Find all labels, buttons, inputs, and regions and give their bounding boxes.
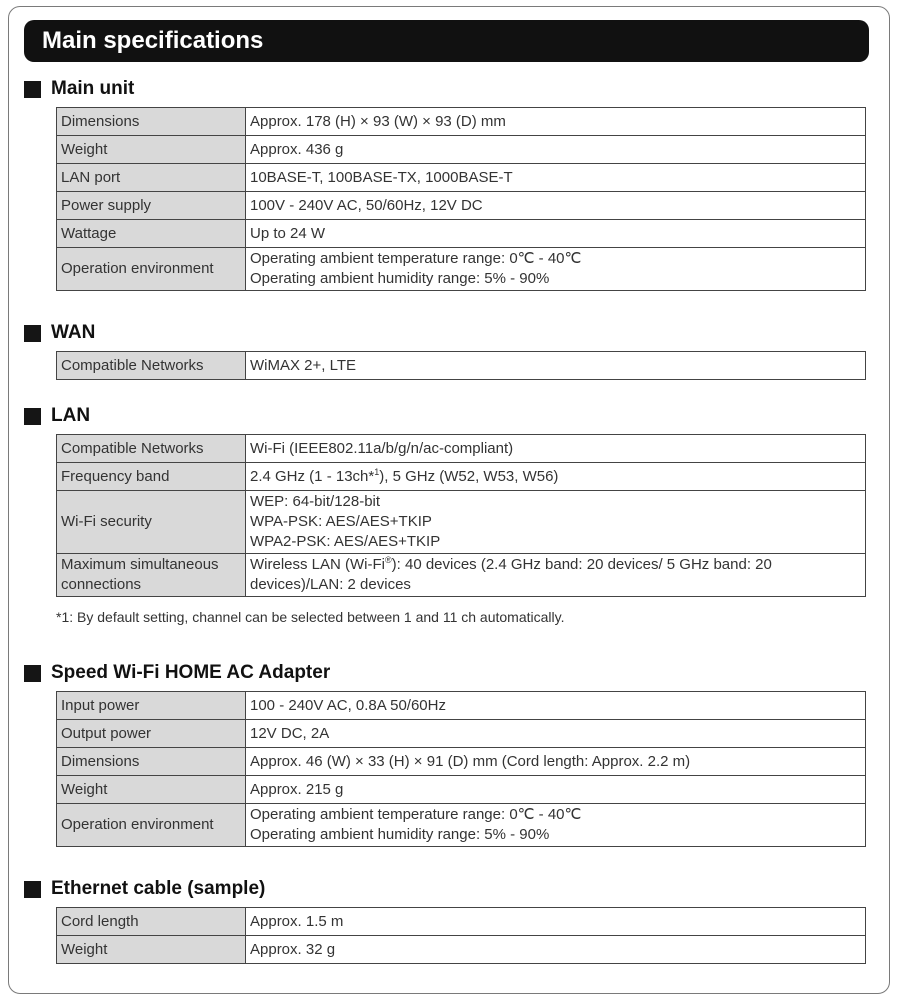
spec-value-line: WEP: 64-bit/128-bit bbox=[250, 493, 381, 510]
spec-value: Approx. 436 g bbox=[246, 136, 866, 164]
table-row bbox=[57, 936, 866, 964]
spec-value: 12V DC, 2A bbox=[246, 720, 866, 748]
spec-table-ac-adapter bbox=[56, 691, 866, 847]
section-ac-adapter bbox=[24, 661, 866, 847]
spec-value-line: Operating ambient humidity range: 5% - 90% bbox=[250, 826, 550, 843]
table-row bbox=[57, 776, 866, 804]
footnote: *1: By default setting, channel can be selected between 1 and 11 ch automatically. bbox=[56, 609, 565, 625]
spec-key: LAN port bbox=[57, 164, 246, 192]
table-row bbox=[57, 108, 866, 136]
footnote-ref: 1 bbox=[374, 466, 380, 477]
spec-value bbox=[246, 463, 866, 491]
table-row bbox=[57, 908, 866, 936]
spec-value: Approx. 215 g bbox=[246, 776, 866, 804]
table-row bbox=[57, 748, 866, 776]
spec-key: Weight bbox=[57, 136, 246, 164]
spec-value: 100V - 240V AC, 50/60Hz, 12V DC bbox=[246, 192, 866, 220]
square-bullet-icon bbox=[24, 408, 41, 425]
square-bullet-icon bbox=[24, 665, 41, 682]
table-row bbox=[57, 136, 866, 164]
spec-value-line: Operating ambient temperature range: 0℃ - 40℃ bbox=[250, 806, 582, 823]
table-row bbox=[57, 248, 866, 291]
table-row bbox=[57, 720, 866, 748]
key-line: connections bbox=[61, 576, 142, 593]
spec-value bbox=[246, 248, 866, 291]
spec-key: Weight bbox=[57, 776, 246, 804]
spec-key: Frequency band bbox=[57, 463, 246, 491]
spec-table-main-unit bbox=[56, 107, 866, 291]
spec-value-line: Operating ambient humidity range: 5% - 90% bbox=[250, 270, 550, 287]
value-text: ): 40 devices (2.4 GHz band: 20 devices/ 5 GHz band: 20 devices)/LAN: 2 devices bbox=[250, 556, 772, 593]
value-text: ), 5 GHz (W52, W53, W56) bbox=[379, 467, 559, 485]
table-row bbox=[57, 220, 866, 248]
spec-table-wan bbox=[56, 351, 866, 380]
spec-key: Output power bbox=[57, 720, 246, 748]
spec-value: Wi-Fi (IEEE802.11a/b/g/n/ac-compliant) bbox=[246, 435, 866, 463]
spec-key: Operation environment bbox=[57, 248, 246, 291]
section-title: WAN bbox=[51, 322, 96, 343]
section-wan bbox=[24, 321, 866, 380]
section-main-unit bbox=[24, 77, 866, 291]
spec-key: Weight bbox=[57, 936, 246, 964]
section-title: LAN bbox=[51, 405, 91, 426]
value-text: 2.4 GHz (1 - 13ch* bbox=[250, 467, 375, 485]
spec-table-ethernet bbox=[56, 907, 866, 964]
spec-key: Wattage bbox=[57, 220, 246, 248]
spec-key: Cord length bbox=[57, 908, 246, 936]
table-row bbox=[57, 804, 866, 847]
section-lan bbox=[24, 404, 866, 625]
spec-key: Compatible Networks bbox=[57, 435, 246, 463]
spec-value bbox=[246, 491, 866, 554]
spec-value: Approx. 1.5 m bbox=[246, 908, 866, 936]
spec-value: WiMAX 2+, LTE bbox=[246, 352, 866, 380]
spec-key: Dimensions bbox=[57, 108, 246, 136]
page-title: Main specifications bbox=[24, 20, 869, 62]
spec-table-lan bbox=[56, 434, 866, 597]
table-row bbox=[57, 352, 866, 380]
section-title: Main unit bbox=[51, 78, 135, 99]
spec-value-line: Operating ambient temperature range: 0℃ - 40℃ bbox=[250, 250, 582, 267]
spec-value bbox=[246, 804, 866, 847]
spec-key: Dimensions bbox=[57, 748, 246, 776]
spec-value: 100 - 240V AC, 0.8A 50/60Hz bbox=[246, 692, 866, 720]
spec-key: Wi-Fi security bbox=[57, 491, 246, 554]
square-bullet-icon bbox=[24, 325, 41, 342]
section-ethernet-cable bbox=[24, 877, 866, 964]
spec-value: Approx. 46 (W) × 33 (H) × 91 (D) mm (Cord length: Approx. 2.2 m) bbox=[246, 748, 866, 776]
value-text: Wireless LAN (Wi-Fi bbox=[250, 556, 385, 573]
square-bullet-icon bbox=[24, 881, 41, 898]
table-row bbox=[57, 692, 866, 720]
spec-value-line: WPA-PSK: AES/AES+TKIP bbox=[250, 513, 432, 530]
square-bullet-icon bbox=[24, 81, 41, 98]
spec-key bbox=[57, 554, 246, 597]
table-row bbox=[57, 435, 866, 463]
spec-key: Operation environment bbox=[57, 804, 246, 847]
table-row bbox=[57, 164, 866, 192]
table-row bbox=[57, 463, 866, 491]
spec-key: Input power bbox=[57, 692, 246, 720]
spec-value bbox=[246, 554, 866, 597]
table-row bbox=[57, 554, 866, 597]
spec-key: Compatible Networks bbox=[57, 352, 246, 380]
table-row bbox=[57, 192, 866, 220]
spec-key: Power supply bbox=[57, 192, 246, 220]
section-title: Speed Wi-Fi HOME AC Adapter bbox=[51, 662, 331, 683]
section-title: Ethernet cable (sample) bbox=[51, 878, 266, 899]
registered-mark: ® bbox=[385, 555, 392, 565]
table-row bbox=[57, 491, 866, 554]
spec-value: Up to 24 W bbox=[246, 220, 866, 248]
spec-value-line: WPA2-PSK: AES/AES+TKIP bbox=[250, 533, 441, 550]
spec-value: Approx. 178 (H) × 93 (W) × 93 (D) mm bbox=[246, 108, 866, 136]
key-line: Maximum simultaneous bbox=[61, 556, 219, 573]
spec-value: 10BASE-T, 100BASE-TX, 1000BASE-T bbox=[246, 164, 866, 192]
spec-value: Approx. 32 g bbox=[246, 936, 866, 964]
